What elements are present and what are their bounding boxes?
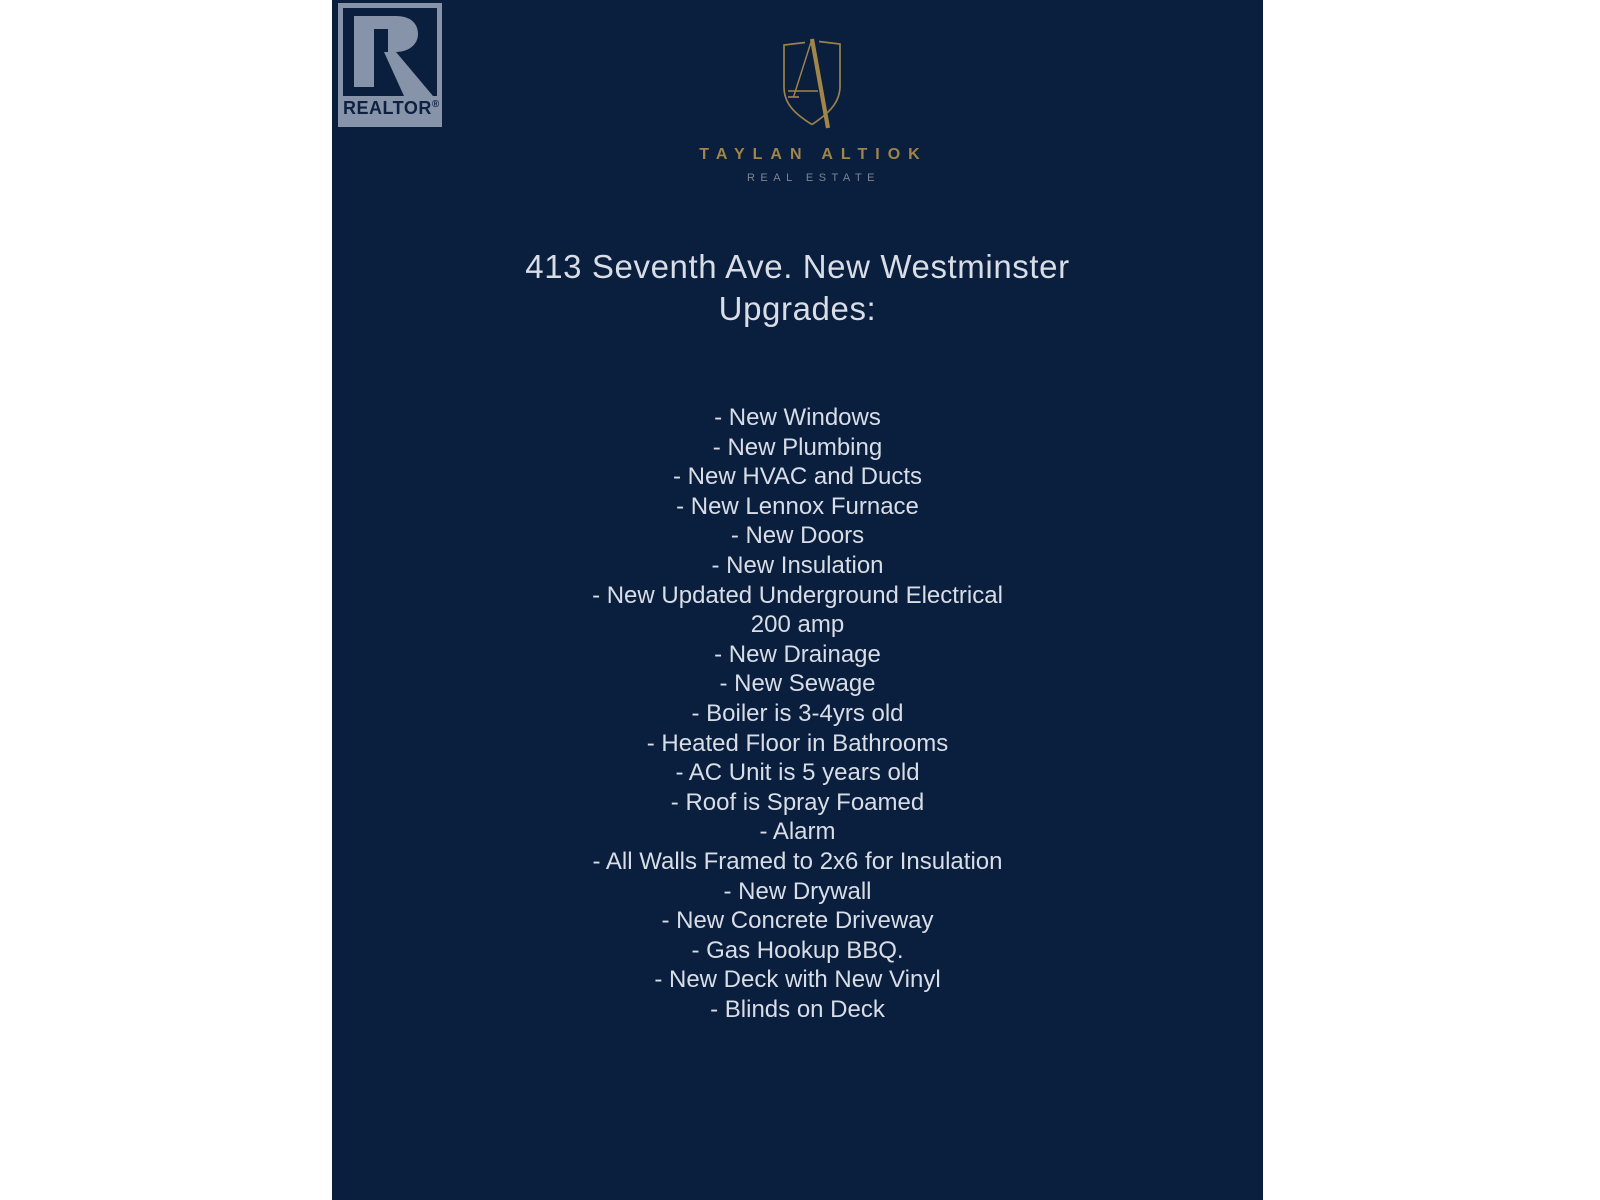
upgrade-line: - New Insulation [711,551,884,579]
realtor-wordmark [343,96,440,124]
realtor-logo [338,3,442,127]
upgrade-line: - New Windows [714,404,881,431]
upgrade-line: 200 amp [750,611,845,639]
upgrade-line: - Alarm [759,818,836,846]
upgrade-line: - Heated Floor in Bathrooms [646,729,949,757]
upgrade-line: - New Drainage [714,640,881,668]
page-title-line1: 413 Seventh Ave. New Westminster [525,248,1070,285]
upgrade-line: - New Updated Underground Electrical [592,581,1003,609]
upgrade-line: - New Drywall [723,877,872,905]
upgrade-line: - New Deck with New Vinyl [654,966,941,994]
upgrade-line: - AC Unit is 5 years old [675,759,920,787]
brand-shield-icon [777,36,847,131]
upgrade-line: - New Doors [730,522,865,550]
upgrade-line: - New Sewage [719,670,876,698]
page-title-line2: Upgrades: [718,290,877,327]
monogram-a-glyph [788,39,828,128]
registered-trademark-symbol: ® [431,99,440,110]
page-title [332,246,1263,330]
upgrade-line: - Gas Hookup BBQ. [691,936,904,964]
upgrade-line: - Boiler is 3-4yrs old [691,699,904,727]
upgrade-line: - New HVAC and Ducts [673,463,922,491]
upgrade-line: - Blinds on Deck [710,995,885,1023]
flyer-panel [332,0,1263,1200]
realtor-r-icon [343,8,437,96]
upgrade-line: - New Concrete Driveway [661,907,934,935]
upgrades-list [332,403,1263,1024]
realtor-wordmark-text: REALTOR [343,98,432,118]
upgrade-line: - New Lennox Furnace [676,492,919,520]
upgrade-line: - New Plumbing [712,433,883,461]
upgrade-line: - All Walls Framed to 2x6 for Insulation [592,847,1003,875]
brand-tagline: REAL ESTATE [746,172,881,184]
brand-name: TAYLAN ALTIOK [699,146,928,163]
upgrade-line: - Roof is Spray Foamed [670,788,925,816]
